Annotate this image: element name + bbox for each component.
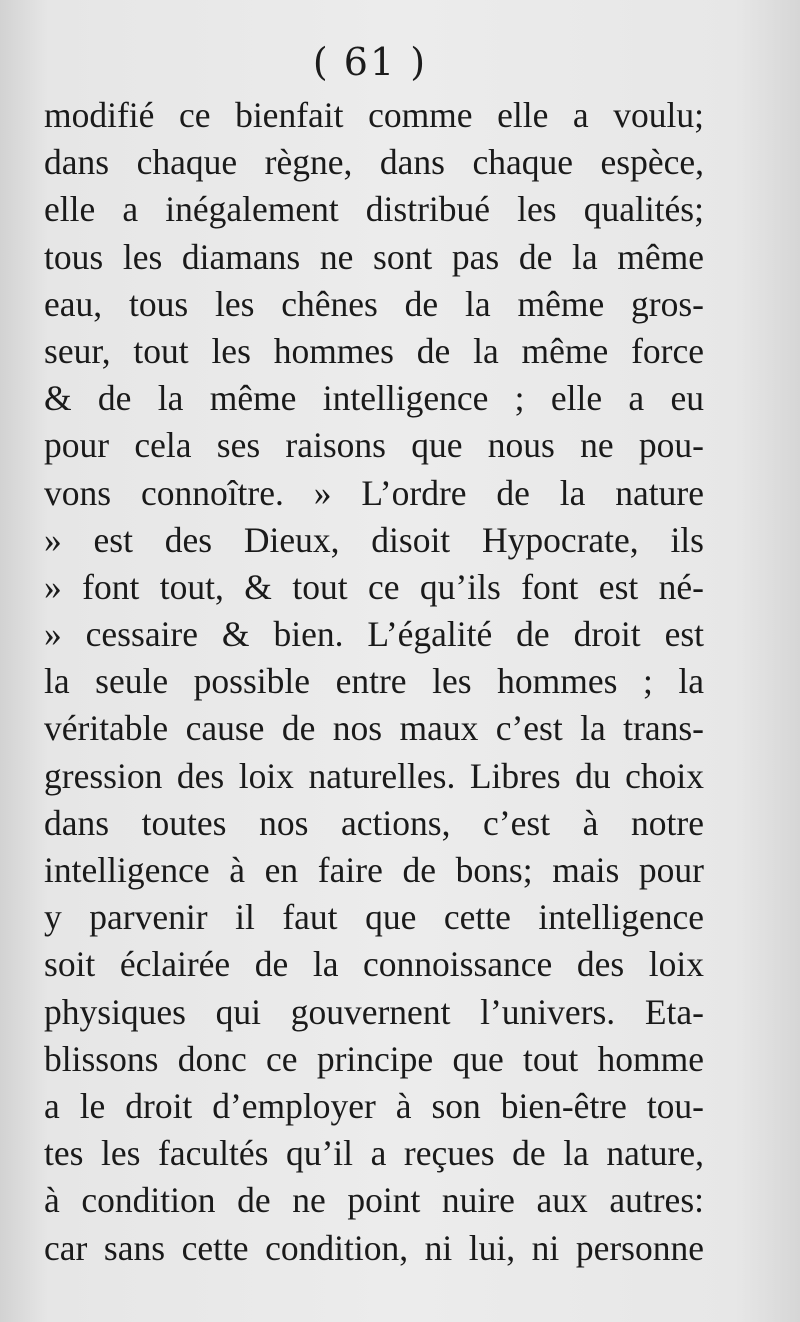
text-line: elle a inégalement distribué les qualités; <box>44 189 704 230</box>
text-line: la seule possible entre les hommes ; la <box>44 661 704 702</box>
text-line: modifié ce bienfait comme elle a voulu; <box>44 95 704 135</box>
text-line: » font tout, & tout ce qu’ils font est né- <box>44 566 704 607</box>
text-line: véritable cause de nos maux c’est la trans- <box>44 708 704 749</box>
text-line: seur, tout les hommes de la même force <box>44 330 704 371</box>
text-line: soit éclairée de la connoissance des loix <box>44 944 704 985</box>
text-line: intelligence à en faire de bons; mais pour <box>44 850 704 890</box>
text-line: physiques qui gouvernent l’univers. Eta- <box>44 991 704 1032</box>
text-line: dans chaque règne, dans chaque espèce, <box>44 142 704 183</box>
text-line: vons connoître. » L’ordre de la nature <box>44 472 704 513</box>
text-line: y parvenir il faut que cette intelligence <box>44 897 704 938</box>
text-line: à condition de ne point nuire aux autres: <box>44 1180 704 1221</box>
page-number: ( 61 ) <box>312 40 428 84</box>
text-line: & de la même intelligence ; elle a eu <box>44 378 704 419</box>
text-line: eau, tous les chênes de la même gros- <box>44 283 704 324</box>
text-line: dans toutes nos actions, c’est à notre <box>44 802 704 843</box>
text-line: tous les diamans ne sont pas de la même <box>44 236 704 277</box>
text-line: blissons donc ce principe que tout homme <box>44 1038 704 1079</box>
text-line: tes les facultés qu’il a reçues de la nature, <box>44 1133 704 1174</box>
text-line: car sans cette condition, ni lui, ni personne <box>44 1227 704 1268</box>
text-line: » est des Dieux, disoit Hypocrate, ils <box>44 519 704 560</box>
text-line: a le droit d’employer à son bien-être tou- <box>44 1085 704 1126</box>
text-line: » cessaire & bien. L’égalité de droit est <box>44 614 704 655</box>
body-text <box>44 92 704 1272</box>
text-line: gression des loix naturelles. Libres du choix <box>44 755 704 796</box>
text-line: pour cela ses raisons que nous ne pou- <box>44 425 704 466</box>
